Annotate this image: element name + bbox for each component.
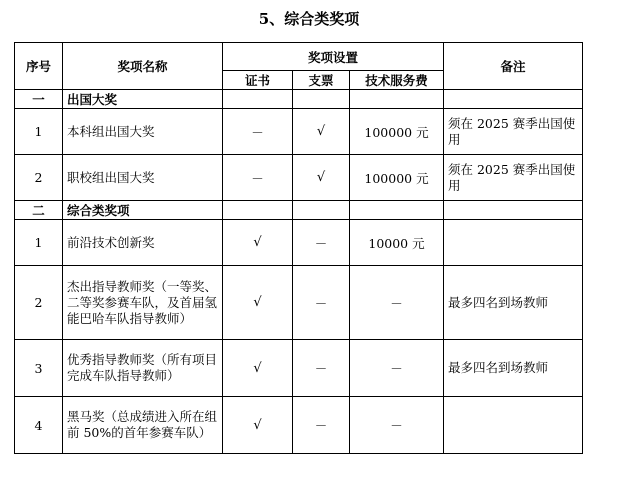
row-certificate: － [223,109,293,155]
header-name: 奖项名称 [63,43,223,90]
row-cheque: － [293,397,350,454]
row-name: 优秀指导教师奖（所有项目完成车队指导教师） [63,340,223,397]
row-seq: 2 [15,266,63,340]
header-certificate: 证书 [223,71,293,90]
page-title: 5、综合类奖项 [258,10,360,28]
row-remarks: 须在 2025 赛季出国使用 [444,109,583,155]
award-table [14,42,583,454]
row-seq: 1 [15,220,63,266]
section-row [15,90,583,109]
header-service-fee: 技术服务费 [350,71,444,90]
section-label: 出国大奖 [63,90,223,109]
row-remarks [444,397,583,454]
section-index: 一 [15,90,63,109]
row-cheque: － [293,220,350,266]
row-certificate: √ [223,397,293,454]
section-label: 综合类奖项 [63,201,223,220]
header-remarks: 备注 [444,43,583,90]
row-name: 职校组出国大奖 [63,155,223,201]
row-fee: 10000 元 [350,220,444,266]
header-settings: 奖项设置 [223,43,444,71]
row-cheque: √ [293,155,350,201]
table-row [15,220,583,266]
row-certificate: － [223,155,293,201]
section-row [15,201,583,220]
row-fee: － [350,397,444,454]
row-certificate: √ [223,266,293,340]
row-remarks: 最多四名到场教师 [444,340,583,397]
table-row [15,397,583,454]
section-index: 二 [15,201,63,220]
row-seq: 2 [15,155,63,201]
row-remarks: 须在 2025 赛季出国使用 [444,155,583,201]
row-fee: 100000 元 [350,109,444,155]
row-fee: － [350,266,444,340]
table-row [15,266,583,340]
row-name: 本科组出国大奖 [63,109,223,155]
row-certificate: √ [223,220,293,266]
row-seq: 3 [15,340,63,397]
row-name: 杰出指导教师奖（一等奖、二等奖参赛车队，及首届氢能巴哈车队指导教师） [63,266,223,340]
table-row [15,155,583,201]
row-name: 黑马奖（总成绩进入所在组前 50%的首年参赛车队） [63,397,223,454]
row-remarks: 最多四名到场教师 [444,266,583,340]
row-fee: 100000 元 [350,155,444,201]
row-seq: 1 [15,109,63,155]
row-remarks [444,220,583,266]
header-row [15,43,583,71]
row-fee: － [350,340,444,397]
row-certificate: √ [223,340,293,397]
header-seq: 序号 [15,43,63,90]
header-cheque: 支票 [293,71,350,90]
row-cheque: √ [293,109,350,155]
row-cheque: － [293,340,350,397]
row-name: 前沿技术创新奖 [63,220,223,266]
row-seq: 4 [15,397,63,454]
table-row [15,109,583,155]
row-cheque: － [293,266,350,340]
table-row [15,340,583,397]
